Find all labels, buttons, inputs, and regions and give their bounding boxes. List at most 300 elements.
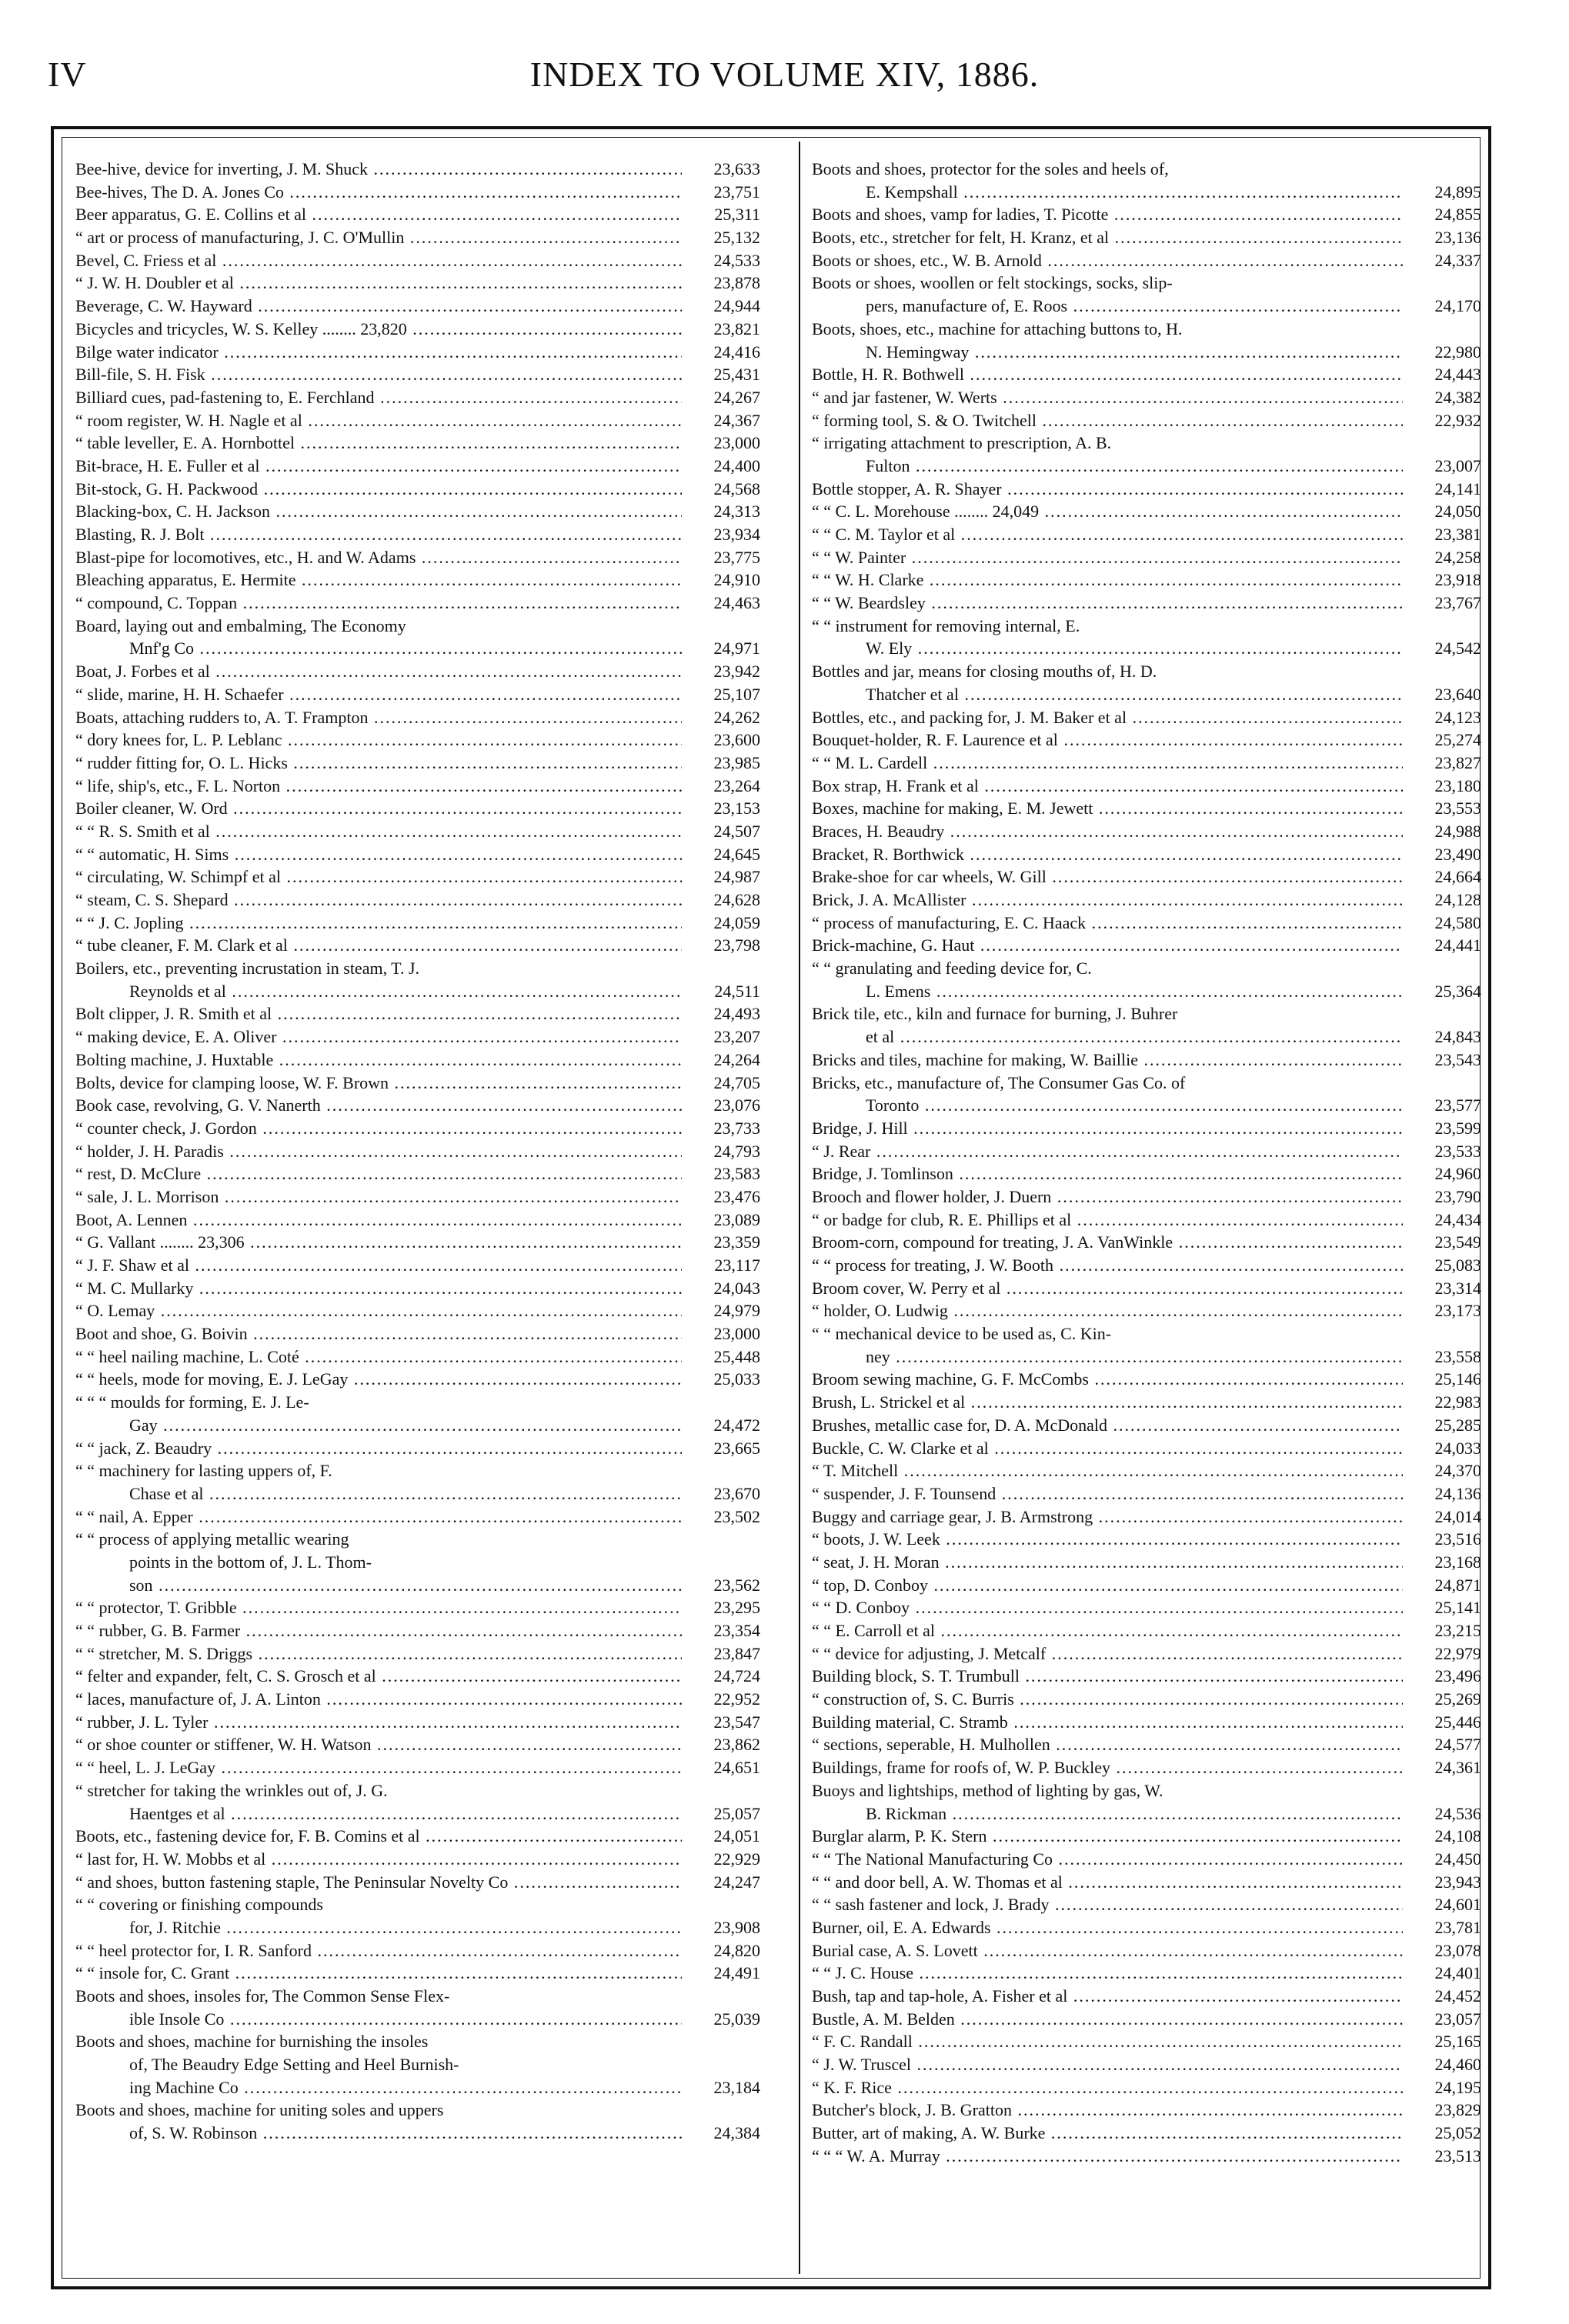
page-number: IV [48,55,87,94]
index-entry-text: “ “ C. M. Taylor et al ..... [812,523,1403,546]
index-entry [812,1231,1481,1254]
index-entry [812,1688,1481,1711]
index-entry-number: 22,979 [1434,1643,1481,1663]
index-entry [812,843,1481,866]
index-entry-text: Boots or shoes, etc., W. B. Arnold ..... [812,249,1403,272]
index-entry [812,409,1481,432]
index-entry-text: Boots and shoes, protector for the soles and heels of, [812,159,1169,178]
index-entry-text: “ “ insole for, C. Grant ..... [75,1962,682,1985]
index-entry [812,615,1481,638]
index-entry-number: 24,170 [1434,296,1481,316]
index-entry-number: 25,083 [1434,1255,1481,1275]
index-entry-text: Bee-hives, The D. A. Jones Co ..... [75,181,682,204]
index-entry-text: “ life, ship's, etc., F. L. Norton ..... [75,775,682,798]
index-entry [75,637,760,660]
index-entry [75,1779,760,1802]
index-entry [812,1916,1481,1939]
index-entry-number: 23,381 [1434,525,1481,544]
index-entry-number: 23,829 [1434,2100,1481,2120]
index-entry-number: 24,960 [1434,1164,1481,1184]
index-entry-number: 23,089 [713,1209,760,1229]
index-entry [75,203,760,226]
index-entry-number: 25,431 [713,365,760,385]
index-entry-number: 23,153 [713,799,760,819]
index-entry-number: 24,384 [713,2123,760,2143]
index-entry [75,478,760,501]
index-entry [812,1140,1481,1163]
index-entry [75,226,760,249]
index-entry-text: “ dory knees for, L. P. Leblanc ..... [75,729,682,752]
index-entry [812,637,1481,660]
index-entry-text: “ O. Lemay ..... [75,1299,682,1322]
index-entry [75,1756,760,1779]
index-entry [75,1848,760,1871]
index-entry-number: 24,628 [713,890,760,909]
index-entry [812,1711,1481,1734]
index-entry-number: 24,568 [713,478,760,498]
index-entry [812,2122,1481,2145]
index-entry-text: Burial case, A. S. Lovett ..... [812,1939,1403,1962]
index-entry-text: “ F. C. Randall ..... [812,2030,1403,2053]
index-entry-number: 23,173 [1434,1301,1481,1321]
index-entry-number: 23,790 [1434,1186,1481,1206]
index-entry-number: 24,264 [713,1049,760,1069]
index-entry [75,2122,760,2145]
index-entry-number: 24,645 [713,844,760,864]
index-entry-text: E. Kempshall ..... [812,181,1403,204]
index-entry-number: 23,502 [713,1506,760,1526]
index-entry-number: 23,553 [1434,799,1481,819]
index-entry-text: “ “ heels, mode for moving, E. J. LeGay ..... [75,1368,682,1391]
index-entry-text: “ “ heel protector for, I. R. Sanford ..... [75,1939,682,1962]
index-entry [75,295,760,318]
index-entry-number: 23,821 [713,318,760,338]
index-entry [75,1711,760,1734]
index-entry-text: Boot and shoe, G. Boivin ..... [75,1322,682,1345]
index-entry-text: Boilers, etc., preventing incrustation in steam, T. J. [75,959,420,979]
index-entry-text: “ “ automatic, H. Sims ..... [75,843,682,866]
index-entry-text: “ “ covering or finishing compounds [75,1895,323,1915]
index-entry-text: “ “ protector, T. Gribble ..... [75,1596,682,1619]
index-entry [75,1117,760,1140]
index-entry-text: Brooch and flower holder, J. Duern ..... [812,1185,1403,1209]
index-entry [812,1185,1481,1209]
index-entry-text: Building material, C. Stramb ..... [812,1711,1403,1734]
index-entry-text: “ counter check, J. Gordon ..... [75,1117,682,1140]
index-entry-text: Mnf'g Co ..... [75,637,682,660]
index-entry [812,1551,1481,1574]
index-entry-text: Boots and shoes, vamp for ladies, T. Picotte ..... [812,203,1403,226]
index-entry [812,455,1481,478]
index-entry-text: “ sections, seperable, H. Mulhollen ..... [812,1733,1403,1756]
index-entry-number: 24,108 [1434,1826,1481,1846]
index-entry [75,797,760,820]
index-entry-text: son ..... [75,1574,682,1597]
index-entry-text: “ “ “ W. A. Murray ..... [812,2145,1403,2168]
index-entry-number: 24,382 [1434,387,1481,407]
index-entry-number: 25,132 [713,228,760,248]
index-entry [812,912,1481,935]
index-entry [812,1209,1481,1232]
index-entry-number: 23,513 [1434,2146,1481,2166]
index-entry-text: Burglar alarm, P. K. Stern ..... [812,1825,1403,1848]
index-entry-text: “ “ J. C. House ..... [812,1962,1403,1985]
index-entry-number: 23,295 [713,1598,760,1618]
index-entry-number: 23,000 [713,433,760,453]
index-entry [812,957,1481,980]
index-entry-text: “ “ process of applying metallic wearing [75,1529,349,1549]
index-entry-number: 23,600 [713,730,760,750]
index-entry [75,2053,760,2076]
index-entry-text: Bridge, J. Tomlinson ..... [812,1162,1403,1185]
index-entry-text: “ construction of, S. C. Burris ..... [812,1688,1403,1711]
index-entry-text: “ “ instrument for removing internal, E. [812,615,1080,635]
index-entry-text: Bricks, etc., manufacture of, The Consumer Gas Co. of [812,1072,1186,1092]
index-entry-number: 24,910 [713,570,760,590]
index-entry-text: “ “ sash fastener and lock, J. Brady ..... [812,1893,1403,1916]
index-entry-text: “ “ heel, L. J. LeGay ..... [75,1756,682,1779]
index-entry [812,1893,1481,1916]
index-entry [75,272,760,295]
index-entry [75,523,760,546]
index-entry [75,1299,760,1322]
index-entry-number: 24,258 [1434,547,1481,567]
index-entry-text: “ “ granulating and feeding device for, C. [812,959,1092,979]
index-entry [812,1825,1481,1848]
index-entry [812,1596,1481,1619]
index-entry-number: 23,908 [713,1917,760,1937]
index-entry [75,1688,760,1711]
index-entry [75,1254,760,1277]
index-entry-text: Toronto ..... [812,1094,1403,1117]
index-entry-number: 24,580 [1434,912,1481,932]
index-entry-text: Board, laying out and embalming, The Economy [75,615,406,635]
index-entry [812,1437,1481,1460]
index-entry-number: 24,370 [1434,1461,1481,1481]
index-entry-number: 24,050 [1434,502,1481,522]
index-entry [812,1642,1481,1665]
index-entry-number: 24,123 [1434,707,1481,727]
index-entry [75,775,760,798]
index-entry-text: Boots, etc., stretcher for felt, H. Kranz, et al ..... [812,226,1403,249]
index-entry-number: 22,952 [713,1689,760,1709]
index-entry [812,1254,1481,1277]
index-entry-number: 23,781 [1434,1917,1481,1937]
index-entry-number: 24,979 [713,1301,760,1321]
index-entry-number: 24,971 [713,639,760,659]
index-entry [812,363,1481,386]
index-entry-text: Boots and shoes, machine for burnishing the insoles [75,2032,429,2052]
index-entry [75,2030,760,2053]
index-entry [75,820,760,843]
index-entry-text: Bricks and tiles, machine for making, W. Baillie ..... [812,1049,1403,1072]
page-title: INDEX TO VOLUME XIV, 1886. [529,55,1040,94]
index-entry-text: Boots and shoes, insoles for, The Common Sense Flex- [75,1986,450,2006]
index-entry-text: Burner, oil, E. A. Edwards ..... [812,1916,1403,1939]
index-entry-text: Boiler cleaner, W. Ord ..... [75,797,682,820]
index-entry [812,1871,1481,1894]
index-entry-number: 24,367 [713,410,760,430]
index-entry-number: 24,944 [713,296,760,316]
index-entry-text: L. Emens ..... [812,980,1403,1003]
index-entry [75,1414,760,1437]
index-entry-text: for, J. Ritchie ..... [75,1916,682,1939]
index-entry [75,1094,760,1117]
index-entry [812,660,1481,683]
index-entry-text: Bottle stopper, A. R. Shayer ..... [812,478,1403,501]
index-entry-text: Bilge water indicator ..... [75,341,682,364]
index-entry-text: “ “ nail, A. Epper ..... [75,1505,682,1529]
index-entry-number: 23,496 [1434,1666,1481,1686]
index-entry-text: “ “ jack, Z. Beaudry ..... [75,1437,682,1460]
index-entry-number: 25,107 [713,684,760,704]
index-entry-text: “ “ heel nailing machine, L. Coté ..... [75,1345,682,1369]
index-entry-number: 23,207 [713,1027,760,1047]
index-entry [75,1140,760,1163]
index-entry [812,1756,1481,1779]
index-entry [812,318,1481,341]
index-entry-text: Box strap, H. Frank et al ..... [812,775,1403,798]
index-entry-text: Bolts, device for clamping loose, W. F. Brown ..... [75,1072,682,1095]
index-entry-number: 24,651 [713,1758,760,1778]
index-entry-text: “ K. F. Rice ..... [812,2076,1403,2099]
index-entry-number: 24,987 [713,867,760,887]
index-entry-number: 24,988 [1434,821,1481,841]
index-entry [75,1916,760,1939]
index-entry-number: 25,446 [1434,1712,1481,1732]
index-entry-text: Boats, attaching rudders to, A. T. Frampton ..... [75,706,682,729]
index-entry [75,1162,760,1185]
index-entry-text: Boots, shoes, etc., machine for attaching buttons to, H. [812,318,1183,338]
index-entry-text: Bolt clipper, J. R. Smith et al ..... [75,1002,682,1025]
index-entry-number: 24,536 [1434,1803,1481,1823]
index-entry-text: Bustle, A. M. Belden ..... [812,2008,1403,2031]
index-entry-number: 24,450 [1434,1849,1481,1869]
index-entry-text: Book case, revolving, G. V. Nanerth ..... [75,1094,682,1117]
column-divider [799,142,800,2274]
index-entry [75,318,760,341]
index-entry-number: 25,165 [1434,2032,1481,2052]
index-entry-text: Bottles, etc., and packing for, J. M. Baker et al ..... [812,706,1403,729]
index-entry [812,1802,1481,1826]
index-entry [812,1094,1481,1117]
index-entry-text: Butter, art of making, A. W. Burke ..... [812,2122,1403,2145]
index-entry-text: Bit-brace, H. E. Fuller et al ..... [75,455,682,478]
index-entry-text: “ stretcher for taking the wrinkles out of, J. G. [75,1780,388,1800]
index-entry-text: Blasting, R. J. Bolt ..... [75,523,682,546]
index-entry-text: “ J. F. Shaw et al ..... [75,1254,682,1277]
index-entry-number: 23,767 [1434,593,1481,613]
index-entry-text: “ irrigating attachment to prescription, A. B. [812,433,1112,453]
index-entry [812,889,1481,912]
index-entry [812,1391,1481,1414]
index-entry-text: Bouquet-holder, R. F. Laurence et al ..... [812,729,1403,752]
index-entry-number: 25,146 [1434,1369,1481,1389]
index-entry-text: “ sale, J. L. Morrison ..... [75,1185,682,1209]
index-entry [812,980,1481,1003]
index-entry [812,203,1481,226]
index-entry-text: “ M. C. Mullarky ..... [75,1277,682,1300]
index-entry-text: Buoys and lightships, method of lighting by gas, W. [812,1780,1163,1800]
index-entry-number: 25,269 [1434,1689,1481,1709]
index-entry-number: 24,247 [713,1872,760,1892]
index-entry-number: 24,434 [1434,1209,1481,1229]
index-entry-text: Boots and shoes, machine for uniting soles and uppers [75,2100,444,2120]
index-entry-text: “ tube cleaner, F. M. Clark et al ..... [75,934,682,957]
index-entry-text: “ table leveller, E. A. Hornbottel ..... [75,432,682,455]
index-entry [75,592,760,615]
index-entry [75,1733,760,1756]
index-entry [75,980,760,1003]
index-entry [75,1893,760,1916]
index-entry-text: “ last for, H. W. Mobbs et al ..... [75,1848,682,1871]
index-entry-text: Bleaching apparatus, E. Hermite ..... [75,568,682,592]
index-entry-text: ible Insole Co ..... [75,2008,682,2031]
index-entry-number: 23,490 [1434,844,1481,864]
index-entry-text: “ J. W. H. Doubler et al ..... [75,272,682,295]
index-entry-text: “ felter and expander, felt, C. S. Grosch et al ..... [75,1665,682,1688]
index-entry-text: points in the bottom of, J. L. Thom- [129,1552,372,1572]
index-entry-text: Buckle, C. W. Clarke et al ..... [812,1437,1403,1460]
index-entry-number: 25,057 [713,1803,760,1823]
index-entry [75,752,760,775]
index-entry-text: “ “ E. Carroll et al ..... [812,1619,1403,1642]
index-entry [812,1779,1481,1802]
index-entry-number: 24,443 [1434,365,1481,385]
index-entry-number: 25,039 [713,2009,760,2029]
index-entry [812,2099,1481,2122]
index-entry [812,820,1481,843]
index-entry-number: 24,724 [713,1666,760,1686]
index-entry [812,432,1481,455]
index-entry [75,1025,760,1049]
index-entry-number: 24,843 [1434,1027,1481,1047]
index-entry [75,660,760,683]
index-entry-text: Beer apparatus, G. E. Collins et al ..... [75,203,682,226]
index-entry-number: 23,543 [1434,1049,1481,1069]
index-entry-text: Chase et al ..... [75,1482,682,1505]
index-entry-number: 23,985 [713,752,760,772]
index-entry [75,363,760,386]
index-entry-number: 24,014 [1434,1506,1481,1526]
index-entry-text: “ J. W. Truscel ..... [812,2053,1403,2076]
index-entry-text: Gay ..... [75,1414,682,1437]
index-entry-text: Brick tile, etc., kiln and furnace for burning, J. Buhrer [812,1004,1178,1024]
index-column-left [75,158,760,2145]
index-entry-number: 23,670 [713,1483,760,1503]
index-entry-number: 25,274 [1434,730,1481,750]
index-entry [812,500,1481,523]
index-entry-text: “ top, D. Conboy ..... [812,1574,1403,1597]
index-entry-number: 23,577 [1434,1095,1481,1115]
index-entry-text: “ “ rubber, G. B. Farmer ..... [75,1619,682,1642]
index-entry-text: Bee-hive, device for inverting, J. M. Shuck ..... [75,158,682,181]
index-entry-text: of, The Beaudry Edge Setting and Heel Burnish- [129,2055,459,2075]
index-entry [75,1642,760,1665]
index-entry-text: B. Rickman ..... [812,1802,1403,1826]
index-entry [812,865,1481,889]
index-entry-number: 23,862 [713,1735,760,1755]
index-entry-text: Bottles and jar, means for closing mouths of, H. D. [812,662,1157,682]
index-entry [812,181,1481,204]
index-entry [812,2030,1481,2053]
index-entry [75,1002,760,1025]
index-entry-text: Buggy and carriage gear, J. B. Armstrong ..... [812,1505,1403,1529]
index-entry-text: “ rudder fitting for, O. L. Hicks ..... [75,752,682,775]
index-entry [812,546,1481,569]
index-entry-text: “ “ W. Painter ..... [812,546,1403,569]
index-entry [812,1049,1481,1072]
index-entry [812,272,1481,295]
index-entry [812,226,1481,249]
index-entry-text: “ “ W. H. Clarke ..... [812,568,1403,592]
index-entry-text: Bridge, J. Hill ..... [812,1117,1403,1140]
index-entry-number: 24,400 [713,455,760,475]
index-entry-number: 24,472 [713,1415,760,1435]
index-entry-number: 24,141 [1434,478,1481,498]
index-entry-text: “ holder, O. Ludwig ..... [812,1299,1403,1322]
index-entry-number: 23,549 [1434,1232,1481,1252]
index-entry-number: 24,051 [713,1826,760,1846]
index-entry-text: Broom sewing machine, G. F. McCombs ..... [812,1368,1403,1391]
index-entry [75,1825,760,1848]
index-entry-text: “ “ W. Beardsley ..... [812,592,1403,615]
index-entry [75,1596,760,1619]
index-entry-text: “ “ R. S. Smith et al ..... [75,820,682,843]
index-entry [75,1619,760,1642]
index-entry [75,1962,760,1985]
index-entry-text: Bill-file, S. H. Fisk ..... [75,363,682,386]
index-entry-text: “ J. Rear ..... [812,1140,1403,1163]
index-entry-number: 23,076 [713,1095,760,1115]
index-entry-number: 24,493 [713,1004,760,1024]
index-entry-text: “ “ M. L. Cardell ..... [812,752,1403,775]
index-entry [812,775,1481,798]
index-entry-text: Buildings, frame for roofs of, W. P. Buckley ..... [812,1756,1403,1779]
index-entry-number: 23,547 [713,1712,760,1732]
index-entry [75,1665,760,1688]
index-entry-text: W. Ely ..... [812,637,1403,660]
index-entry-text: Boxes, machine for making, E. M. Jewett ..... [812,797,1403,820]
index-entry [75,341,760,364]
index-entry-text: “ “ device for adjusting, J. Metcalf ..... [812,1642,1403,1665]
index-entry-text: Brick, J. A. McAllister ..... [812,889,1403,912]
index-entry-text: “ G. Vallant ........ 23,306 ..... [75,1231,682,1254]
index-entry [75,615,760,638]
index-entry-number: 22,929 [713,1849,760,1869]
index-entry [75,729,760,752]
index-entry-text: “ “ C. L. Morehouse ........ 24,049 ..... [812,500,1403,523]
index-entry-text: “ “ process for treating, J. W. Booth ..... [812,1254,1403,1277]
index-entry [812,1528,1481,1551]
index-entry-number: 24,033 [1434,1438,1481,1458]
index-entry-number: 23,583 [713,1164,760,1184]
index-entry-text: of, S. W. Robinson ..... [75,2122,682,2145]
index-entry-number: 24,664 [1434,867,1481,887]
index-entry [75,546,760,569]
index-entry-text: “ rest, D. McClure ..... [75,1162,682,1185]
index-entry [75,1277,760,1300]
index-entry [812,1162,1481,1185]
index-entry-number: 23,168 [1434,1552,1481,1572]
index-entry-text: “ making device, E. A. Oliver ..... [75,1025,682,1049]
index-entry [812,478,1481,501]
index-entry [812,568,1481,592]
index-entry-text: Billiard cues, pad-fastening to, E. Ferchland ..... [75,386,682,409]
index-entry [75,432,760,455]
index-entry-number: 24,262 [713,707,760,727]
index-entry-text: Bracket, R. Borthwick ..... [812,843,1403,866]
